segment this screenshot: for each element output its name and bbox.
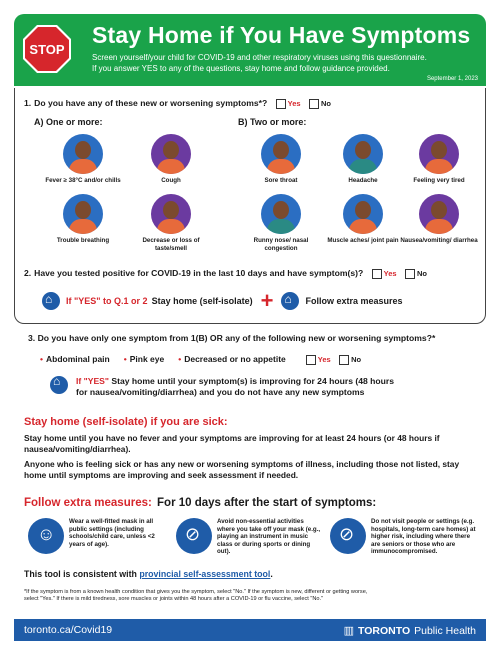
header-banner: [14, 14, 486, 86]
muscle-aches-icon: [343, 194, 383, 234]
symptom-runny-nose: Runny nose/ nasal congestion: [240, 194, 322, 252]
nausea-icon: [419, 194, 459, 234]
stop-sign-icon: [22, 24, 72, 74]
q3-symptom-appetite: • Decreased or no appetite: [178, 354, 286, 365]
symptom-fever: Fever ≥ 38°C and/or chills: [42, 134, 124, 185]
symptom-sore-throat: Sore throat: [240, 134, 322, 185]
q3-yes-checkbox[interactable]: [306, 355, 316, 365]
self-isolate-title: Stay home (self-isolate) if you are sick:: [24, 416, 228, 428]
no-visit-icon: ⊘: [330, 518, 366, 554]
symptom-trouble-breathing: Trouble breathing: [42, 194, 124, 245]
q1-yes-checkbox[interactable]: [276, 99, 286, 109]
home-icon: [42, 292, 60, 310]
q3-symptom-abdominal: • Abdominal pain: [40, 354, 110, 365]
symptom-cough: Cough: [130, 134, 212, 185]
q3-symptom-pink-eye: • Pink eye: [123, 354, 165, 365]
plus-icon: +: [260, 288, 274, 313]
q2-action: ⌂ If "YES" to Q.1 or 2 Stay home (self-isolate) + ⌂ Follow extra measures: [42, 292, 403, 310]
group-b-label: B) Two or more:: [238, 117, 307, 127]
date-label: September 1, 2023: [426, 76, 478, 82]
mask-icon: [281, 292, 299, 310]
symptom-muscle-aches: Muscle aches/ joint pain: [322, 194, 404, 245]
measure-no-visits: ⊘ Do not visit people or settings (e.g. hospitals, long-term care homes) at higher risk, including where there are seniors or those who are immunocompromised.: [330, 518, 481, 556]
self-assessment-link[interactable]: provincial self-assessment tool: [139, 569, 271, 579]
runny-nose-icon: [261, 194, 301, 234]
stop-sign-text: STOP: [29, 42, 65, 57]
q1-no-checkbox[interactable]: [309, 99, 319, 109]
measure-mask: ☺ Wear a well-fitted mask in all public settings (including schools/child care, unless <2 years of age).: [28, 518, 169, 554]
toronto-logo: ▥ TORONTO Public Health: [343, 624, 476, 637]
sore-throat-icon: [261, 134, 301, 174]
symptom-nausea: Nausea/vomiting/ diarrhea: [398, 194, 480, 245]
trouble-breathing-icon: [63, 194, 103, 234]
question-3: 3. Do you have only one symptom from 1(B) OR any of the following new or worsening symptoms?*: [28, 333, 436, 343]
cough-icon: [151, 134, 191, 174]
q3-action: ⌂ If "YES" Stay home until your symptom(s) is improving for 24 hours (48 hours for nausea/vomiting/diarrhea) and you do not have any new symptoms: [50, 376, 450, 398]
extra-measures-title: Follow extra measures: For 10 days after the start of symptoms:: [24, 497, 377, 509]
symptom-taste-smell: Decrease or loss of taste/smell: [130, 194, 212, 252]
q2-no-checkbox[interactable]: [405, 269, 415, 279]
question-2: 2. Have you tested positive for COVID-19 in the last 10 days and have symptom(s)? Yes No: [24, 268, 427, 278]
tired-icon: [419, 134, 459, 174]
headache-icon: [343, 134, 383, 174]
fever-icon: [63, 134, 103, 174]
page-title: Stay Home if You Have Symptoms: [92, 22, 471, 48]
self-isolate-para-1: Stay home until you have no fever and your symptoms are improving for at least 24 hours (or 48 hours if nausea/vomiting/diarrhea).: [24, 433, 440, 454]
city-hall-icon: ▥: [343, 625, 354, 637]
mask-icon: ☺: [28, 518, 64, 554]
q3-no-checkbox[interactable]: [339, 355, 349, 365]
group-a-label: A) One or more:: [34, 117, 103, 127]
measure-avoid-activities: ⊘ Avoid non-essential activities where you take off your mask (e.g., playing an instrument in music class or during sports or dining out).: [176, 518, 321, 556]
footnote: *If the symptom is from a known health condition that gives you the symptom, select "No." If the symptom is new, different or getting worse, select "Yes." If there is mild tiredness, sore muscles or joints within 48 hours after a COVID-19 or flu vaccine, select "No.": [24, 589, 368, 603]
q3-symptom-list: • Abdominal pain • Pink eye • Decreased or no appetite Yes No: [40, 354, 362, 365]
consistency-note: This tool is consistent with provincial self-assessment tool.: [24, 569, 273, 579]
symptom-headache: Headache: [322, 134, 404, 185]
footer-bar: [14, 619, 486, 641]
q2-yes-checkbox[interactable]: [372, 269, 382, 279]
question-1: 1. Do you have any of these new or worsening symptoms*? Yes No: [24, 98, 331, 108]
home-icon: [50, 376, 68, 394]
taste-smell-icon: [151, 194, 191, 234]
self-isolate-para-2: Anyone who is feeling sick or has any new or worsening symptoms of illness, including those not listed, stay home until symptoms are improving and seek assessment if needed.: [24, 459, 460, 480]
page-subtitle: Screen yourself/your child for COVID-19 and other respiratory viruses using this questionnaire. If you answer YES to any of the questions, stay home and follow guidance provided.: [92, 53, 427, 73]
symptom-tired: Feeling very tired: [398, 134, 480, 185]
footer-url[interactable]: toronto.ca/Covid19: [24, 624, 113, 636]
no-activities-icon: ⊘: [176, 518, 212, 554]
